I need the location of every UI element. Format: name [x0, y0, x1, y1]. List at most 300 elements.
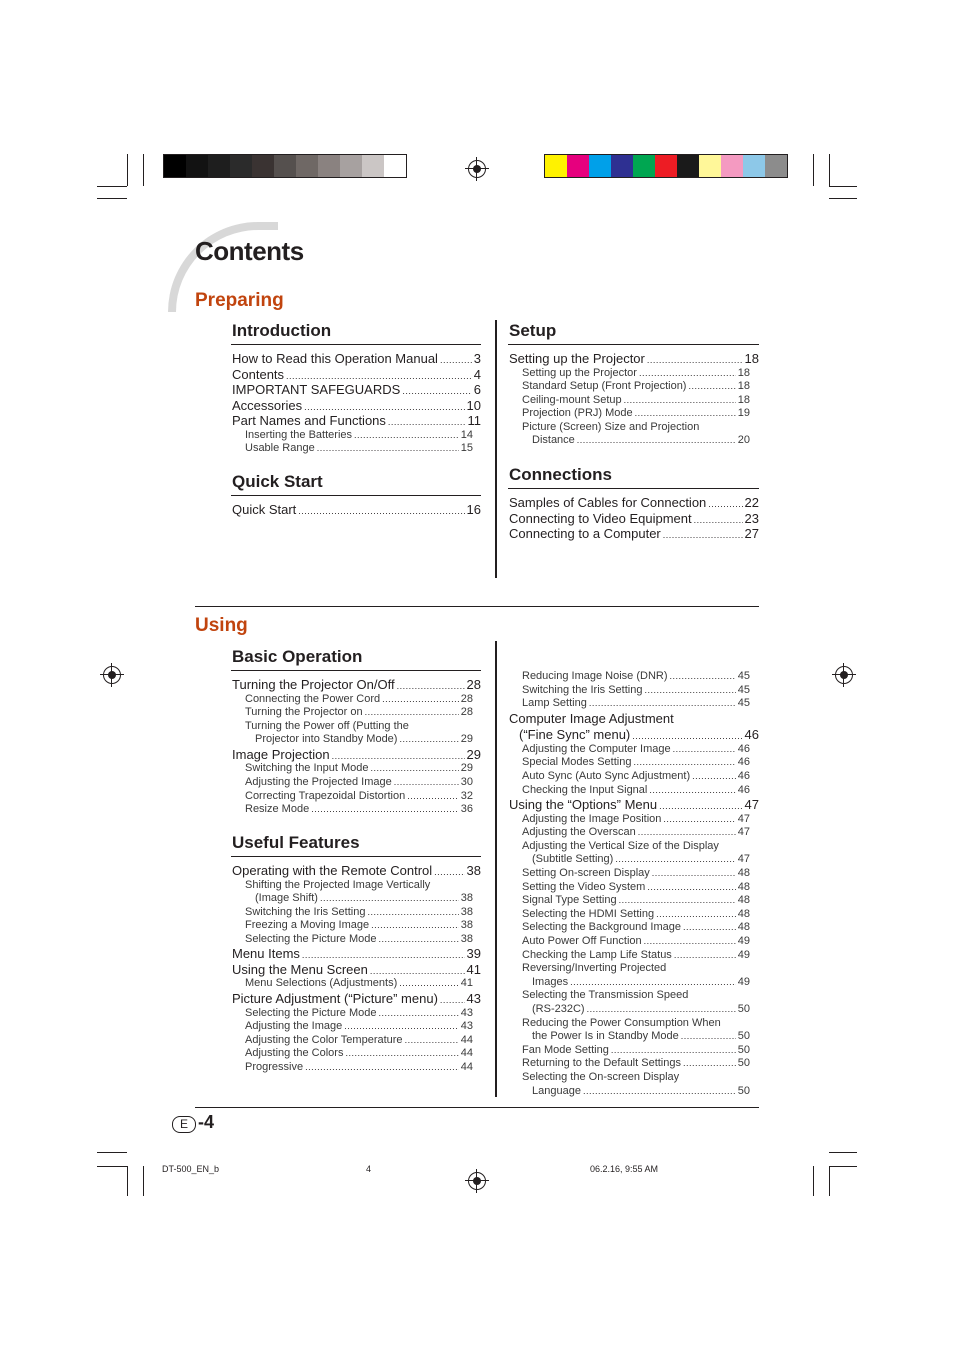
toc-entry-title: Adjusting the Overscan [522, 826, 636, 839]
toc-entry: Computer Image Adjustment [509, 710, 674, 726]
section-rule [231, 856, 481, 857]
toc-entry-title: Using the Menu Screen [232, 961, 368, 977]
crop-mark [829, 1166, 830, 1196]
toc-entry-title: Picture Adjustment (“Picture” menu) [232, 991, 438, 1007]
toc-entry-title: Correcting Trapezoidal Distortion [245, 789, 406, 802]
toc-entry [232, 502, 481, 518]
toc-entry-page: 46 [737, 769, 750, 782]
toc-entry-title: Checking the Input Signal [522, 783, 648, 796]
toc-leader-dots [399, 977, 459, 991]
toc-entry-page: 41 [466, 961, 481, 977]
toc-entry-page: 50 [737, 1002, 750, 1015]
toc-list-quick-start [232, 502, 481, 518]
toc-entry-page: 22 [744, 495, 759, 510]
toc-list-useful-features [232, 863, 481, 1075]
footer-file: DT-500_EN_b [162, 1164, 220, 1174]
toc-entry [509, 813, 750, 827]
toc-entry [509, 367, 750, 381]
toc-entry: Reducing the Power Consumption When [522, 1016, 721, 1029]
toc-leader-dots [644, 935, 736, 949]
toc-leader-dots [635, 407, 736, 421]
toc-entry-page: 47 [737, 826, 750, 839]
toc-entry-title: Connecting to a Computer [509, 526, 661, 541]
toc-entry [232, 906, 473, 920]
toc-entry [509, 670, 750, 684]
column-divider [495, 641, 497, 1097]
toc-entry-title: Setting up the Projector [509, 351, 645, 366]
section-heading-connections: Connections [509, 465, 612, 484]
registration-mark-icon [468, 1172, 486, 1190]
calibration-swatch [230, 155, 252, 177]
toc-entry-title: Adjusting the Colors [245, 1047, 344, 1060]
toc-leader-dots [639, 367, 736, 381]
toc-entry-title: Adjusting the Image [245, 1020, 343, 1033]
toc-entry-title: Setting the Video System [522, 880, 646, 893]
toc-entry-page: 38 [466, 863, 481, 878]
toc-entry [232, 977, 473, 991]
calibration-swatch [743, 155, 765, 177]
toc-entry-title: Connecting the Power Cord [245, 692, 381, 705]
toc-entry-page: 46 [737, 756, 750, 769]
toc-entry [232, 733, 473, 747]
toc-entry-page: 50 [737, 1057, 750, 1070]
toc-entry-page: 28 [466, 677, 481, 692]
toc-entry-page: 50 [737, 1084, 750, 1097]
toc-entry [232, 1047, 473, 1061]
toc-entry [232, 863, 481, 879]
toc-entry [232, 933, 473, 947]
toc-leader-dots [644, 684, 735, 698]
section-rule [231, 670, 481, 671]
toc-entry [509, 1044, 750, 1058]
calibration-swatch [633, 155, 655, 177]
crop-mark [127, 154, 128, 186]
crop-mark [813, 1166, 814, 1196]
toc-entry [232, 803, 473, 817]
crop-mark [127, 1166, 128, 1196]
toc-leader-dots [354, 429, 459, 443]
section-rule [508, 488, 759, 489]
toc-entry-title: Auto Power Off Function [522, 935, 642, 947]
toc-entry-title: (RS-232C) [532, 1002, 585, 1015]
toc-entry [509, 697, 750, 711]
toc-entry-title: Selecting the Picture Mode [245, 932, 377, 945]
toc-leader-dots [670, 670, 736, 684]
toc-entry-title: Projection (PRJ) Mode [522, 407, 633, 420]
toc-entry-page: 50 [737, 1030, 750, 1043]
part-heading-preparing: Preparing [195, 290, 284, 311]
toc-entry-title: Setting up the Projector [522, 366, 637, 379]
toc-entry [232, 747, 481, 763]
toc-entry-title: Resize Mode [245, 803, 310, 816]
toc-entry-page: 15 [460, 442, 473, 455]
toc-entry: Selecting the On-screen Display [522, 1070, 680, 1083]
toc-entry: Picture (Screen) Size and Projection [522, 420, 700, 433]
toc-entry [509, 826, 750, 840]
toc-entry-page: 46 [737, 742, 750, 755]
toc-entry-title: Image Projection [232, 746, 330, 762]
toc-entry-page: 29 [460, 762, 473, 775]
toc-entry-title: Turning the Projector On/Off [232, 677, 395, 692]
toc-entry [509, 894, 750, 908]
toc-entry [509, 756, 750, 770]
toc-leader-dots [365, 706, 459, 720]
toc-entry-page: 45 [737, 670, 750, 682]
color-calibration-bar [544, 154, 788, 178]
toc-entry-page: 48 [737, 880, 750, 893]
toc-leader-dots [317, 442, 459, 456]
toc-entry-title: Returning to the Default Settings [522, 1057, 681, 1070]
toc-entry [509, 784, 750, 798]
toc-entry [509, 881, 750, 895]
section-heading-basic-operation: Basic Operation [232, 647, 363, 666]
toc-entry [509, 743, 750, 757]
crop-mark [97, 186, 127, 187]
toc-entry-page: 46 [744, 726, 759, 742]
toc-entry [509, 867, 750, 881]
toc-entry-page: 29 [466, 746, 481, 762]
toc-entry [509, 908, 750, 922]
toc-entry-title: Connecting to Video Equipment [509, 510, 692, 526]
toc-entry-page: 43 [466, 991, 481, 1007]
toc-entry-title: Setting On-screen Display [522, 867, 650, 880]
toc-entry [509, 1057, 750, 1071]
toc-entry [509, 935, 750, 949]
calibration-swatch [567, 155, 589, 177]
page-title: Contents [195, 236, 304, 266]
toc-leader-dots [683, 921, 736, 935]
toc-entry [232, 429, 473, 443]
calibration-swatch [765, 155, 787, 177]
toc-entry-page: 49 [737, 948, 750, 961]
toc-entry [509, 434, 750, 448]
toc-leader-dots [681, 1030, 736, 1044]
toc-entry [232, 398, 481, 414]
calibration-swatch [186, 155, 208, 177]
toc-entry-page: 4 [473, 366, 481, 382]
calibration-swatch [362, 155, 384, 177]
toc-entry-title: Contents [232, 366, 285, 382]
toc-entry-title: Reducing Image Noise (DNR) [522, 670, 668, 682]
toc-entry [232, 677, 481, 693]
toc-entry [232, 919, 473, 933]
toc-leader-dots [407, 790, 459, 804]
calibration-swatch [274, 155, 296, 177]
toc-entry-title: Switching the Input Mode [245, 762, 369, 775]
toc-leader-dots [378, 933, 458, 947]
toc-entry [509, 1030, 750, 1044]
toc-entry-page: 50 [737, 1043, 750, 1056]
toc-entry [232, 382, 481, 398]
toc-leader-dots [663, 526, 743, 544]
calibration-swatch [677, 155, 699, 177]
toc-leader-dots [367, 906, 458, 920]
toc-entry-page: 44 [460, 1047, 473, 1060]
toc-entry [232, 442, 473, 456]
toc-entry-page: 28 [460, 692, 473, 705]
toc-entry [232, 693, 473, 707]
toc-entry-page: 18 [737, 393, 750, 406]
toc-entry-title: the Power Is in Standby Mode [532, 1030, 679, 1043]
toc-entry [509, 380, 750, 394]
calibration-swatch [721, 155, 743, 177]
section-rule [231, 344, 481, 345]
toc-entry [509, 526, 759, 542]
toc-entry [232, 762, 473, 776]
toc-entry-title: Using the “Options” Menu [509, 797, 658, 813]
toc-leader-dots [688, 380, 735, 394]
toc-entry [232, 1020, 473, 1034]
section-heading-setup: Setup [509, 321, 557, 340]
toc-entry-title: Fan Mode Setting [522, 1043, 609, 1056]
toc-leader-dots [305, 1061, 459, 1075]
calibration-swatch [384, 155, 406, 177]
toc-entry [509, 949, 750, 963]
toc-entry-title: Inserting the Batteries [245, 428, 353, 441]
toc-entry-page: 29 [460, 733, 473, 746]
toc-entry-title: (Image Shift) [255, 892, 318, 905]
toc-leader-dots [652, 867, 736, 881]
toc-entry-page: 19 [737, 407, 750, 420]
toc-entry [232, 946, 481, 962]
toc-entry-title: Selecting the Background Image [522, 921, 681, 934]
toc-entry-page: 38 [460, 932, 473, 945]
toc-entry: Selecting the Transmission Speed [522, 989, 689, 1002]
toc-entry-page: 48 [737, 894, 750, 907]
toc-entry-title: Selecting the Picture Mode [245, 1006, 377, 1019]
toc-entry-title: Turning the Projector on [245, 706, 363, 719]
toc-entry: Shifting the Projected Image Vertically [245, 878, 431, 891]
toc-entry-page: 36 [460, 803, 473, 816]
toc-leader-dots [399, 733, 458, 747]
toc-entry-title: Adjusting the Image Position [522, 812, 662, 825]
toc-leader-dots [570, 976, 736, 990]
toc-leader-dots [345, 1047, 458, 1061]
calibration-swatch [589, 155, 611, 177]
toc-entry-page: 46 [737, 783, 750, 796]
toc-entry: Turning the Power off (Putting the [245, 719, 409, 732]
crop-mark [829, 1152, 857, 1153]
toc-entry [232, 790, 473, 804]
toc-leader-dots [647, 881, 735, 895]
part-heading-using: Using [195, 615, 248, 636]
toc-entry [232, 962, 481, 978]
grayscale-calibration-bar [163, 154, 407, 178]
toc-entry [232, 1061, 473, 1075]
crop-mark [143, 1166, 144, 1196]
toc-entry-title: Usable Range [245, 442, 315, 455]
toc-entry-page: 23 [744, 510, 759, 526]
toc-entry-page: 43 [460, 1006, 473, 1019]
toc-entry-page: 38 [460, 919, 473, 932]
crop-mark [97, 1166, 127, 1167]
toc-entry-page: 38 [460, 905, 473, 918]
toc-entry [509, 921, 750, 935]
calibration-swatch [655, 155, 677, 177]
toc-leader-dots [583, 1085, 736, 1099]
crop-mark [829, 154, 830, 186]
toc-entry-page: 44 [460, 1060, 473, 1073]
registration-mark-icon [468, 160, 486, 178]
toc-entry-title: Menu Selections (Adjustments) [245, 977, 398, 990]
toc-list-basic-operation [232, 677, 481, 817]
toc-leader-dots [298, 502, 464, 520]
toc-entry-page: 3 [473, 351, 481, 366]
toc-leader-dots [371, 919, 459, 933]
crop-mark [143, 154, 144, 186]
toc-leader-dots [619, 894, 736, 908]
toc-leader-dots [344, 1020, 459, 1034]
toc-list-connections [509, 495, 759, 542]
toc-leader-dots [577, 434, 736, 448]
toc-leader-dots [434, 863, 464, 881]
toc-entry-page: 43 [460, 1020, 473, 1033]
toc-entry-title: Accessories [232, 397, 303, 413]
toc-entry [232, 351, 481, 367]
registration-mark-icon [103, 666, 121, 684]
toc-entry: Reversing/Inverting Projected [522, 962, 667, 975]
toc-entry-page: 6 [473, 382, 481, 397]
toc-entry-title: Language [532, 1084, 581, 1097]
toc-entry [509, 495, 759, 511]
toc-entry-title: Part Names and Functions [232, 413, 386, 428]
toc-leader-dots [405, 1034, 459, 1048]
toc-leader-dots [371, 762, 459, 776]
toc-entry-page: 49 [737, 935, 750, 947]
toc-leader-dots [674, 949, 736, 963]
toc-entry [509, 1085, 750, 1099]
toc-entry-title: Adjusting the Projected Image [245, 775, 392, 788]
toc-entry-title: Signal Type Setting [522, 894, 617, 907]
toc-entry-title: Progressive [245, 1060, 304, 1073]
calibration-swatch [208, 155, 230, 177]
toc-leader-dots [394, 776, 459, 790]
toc-entry-title: (“Fine Sync” menu) [519, 726, 631, 742]
toc-entry-page: 48 [737, 907, 750, 920]
toc-leader-dots [663, 813, 735, 827]
toc-entry-page: 45 [737, 697, 750, 710]
toc-entry [509, 394, 750, 408]
calibration-swatch [252, 155, 274, 177]
crop-mark [97, 198, 127, 199]
toc-entry-page: 16 [466, 502, 481, 517]
toc-entry [509, 797, 759, 813]
toc-entry [509, 407, 750, 421]
registration-mark-icon [835, 666, 853, 684]
calibration-swatch [699, 155, 721, 177]
crop-mark [829, 1166, 857, 1167]
toc-leader-dots [656, 908, 736, 922]
page-number: -4 [198, 1112, 215, 1132]
toc-entry [509, 727, 759, 743]
toc-entry [232, 367, 481, 383]
toc-entry [509, 1003, 750, 1017]
toc-entry-page: 10 [466, 397, 481, 413]
toc-leader-dots [649, 784, 735, 798]
toc-entry-page: 49 [737, 975, 750, 988]
toc-list-using-continued [509, 670, 759, 1098]
toc-entry-title: Projector into Standby Mode) [255, 733, 398, 746]
toc-entry-title: Selecting the HDMI Setting [522, 907, 655, 920]
toc-leader-dots [587, 1003, 736, 1017]
toc-entry-title: Checking the Lamp Life Status [522, 948, 672, 961]
footer-page: 4 [366, 1164, 372, 1174]
bottom-rule [195, 1107, 759, 1108]
toc-entry-title: Special Modes Setting [522, 756, 632, 769]
toc-entry [509, 770, 750, 784]
toc-entry [232, 1034, 473, 1048]
toc-leader-dots [320, 892, 459, 906]
calibration-swatch [611, 155, 633, 177]
calibration-swatch [318, 155, 340, 177]
toc-entry [232, 892, 473, 906]
toc-entry [509, 351, 759, 367]
toc-leader-dots [311, 803, 459, 817]
toc-entry-page: 45 [737, 683, 750, 696]
toc-leader-dots [378, 1007, 458, 1021]
toc-entry-title: Freezing a Moving Image [245, 919, 370, 932]
toc-entry-page: 20 [737, 434, 750, 447]
toc-leader-dots [624, 394, 736, 408]
footer-timestamp: 06.2.16, 9:55 AM [590, 1164, 659, 1174]
crop-mark [97, 1152, 127, 1153]
toc-entry-page: 18 [737, 366, 750, 379]
toc-entry-title: Distance [532, 434, 575, 447]
toc-entry-page: 47 [737, 853, 750, 866]
toc-leader-dots [589, 697, 736, 711]
toc-entry-title: IMPORTANT SAFEGUARDS [232, 382, 401, 397]
calibration-swatch [545, 155, 567, 177]
section-heading-introduction: Introduction [232, 321, 332, 340]
crop-mark [829, 186, 857, 187]
toc-leader-dots [673, 743, 736, 757]
language-badge: E [172, 1116, 196, 1133]
toc-entry-page: 41 [460, 977, 473, 990]
toc-entry-page: 39 [466, 946, 481, 962]
toc-entry-page: 28 [460, 706, 473, 719]
toc-entry-page: 48 [737, 921, 750, 934]
toc-entry [509, 684, 750, 698]
section-heading-useful-features: Useful Features [232, 833, 360, 852]
toc-entry-title: Standard Setup (Front Projection) [522, 380, 687, 393]
toc-leader-dots [615, 853, 735, 867]
toc-entry [232, 413, 481, 429]
toc-entry-page: 27 [744, 526, 759, 541]
section-rule [231, 495, 481, 496]
calibration-swatch [296, 155, 318, 177]
toc-entry-title: Switching the Iris Setting [245, 905, 366, 918]
toc-entry-title: Quick Start [232, 502, 297, 517]
toc-entry-page: 18 [737, 380, 750, 393]
section-heading-quick-start: Quick Start [232, 472, 323, 491]
toc-entry [509, 853, 750, 867]
toc-entry-page: 30 [460, 775, 473, 788]
toc-entry-page: 48 [737, 867, 750, 880]
calibration-swatch [164, 155, 186, 177]
toc-entry-page: 14 [460, 428, 473, 441]
toc-entry [232, 1007, 473, 1021]
toc-entry-page: 47 [737, 812, 750, 825]
toc-leader-dots [632, 727, 742, 744]
calibration-swatch [340, 155, 362, 177]
toc-entry: Adjusting the Vertical Size of the Display [522, 839, 719, 852]
toc-entry-title: Menu Items [232, 946, 300, 962]
toc-entry-page: 32 [460, 789, 473, 802]
toc-entry [232, 776, 473, 790]
toc-list-setup [509, 351, 759, 448]
toc-entry-title: Auto Sync (Auto Sync Adjustment) [522, 769, 691, 782]
toc-entry-title: Lamp Setting [522, 697, 587, 710]
